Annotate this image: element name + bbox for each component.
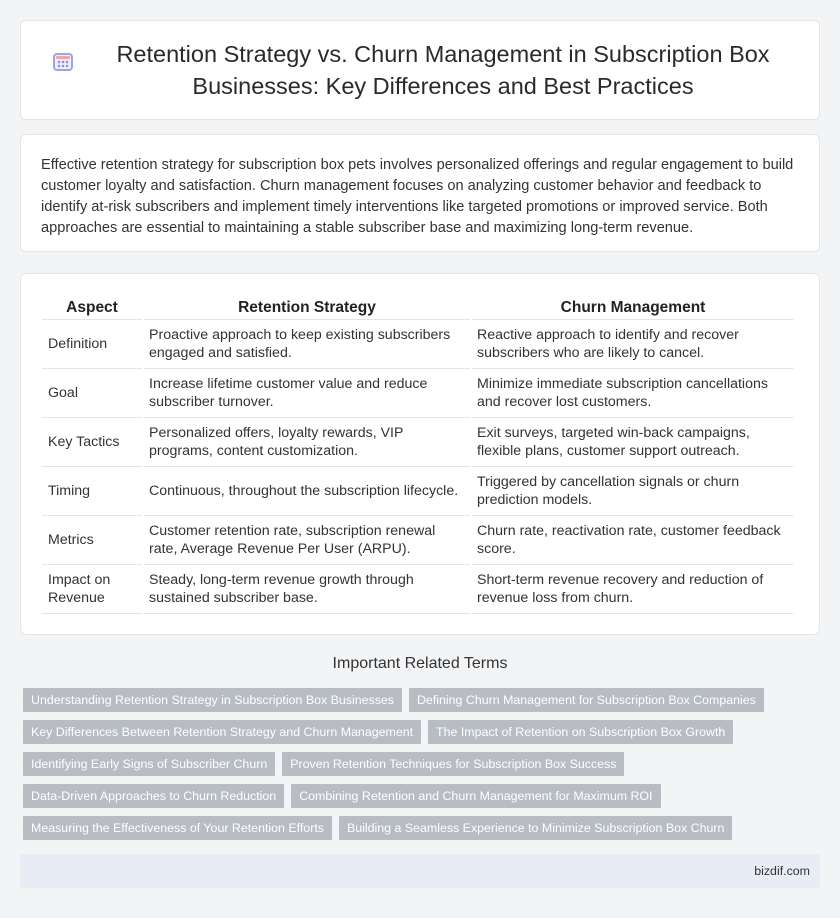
churn-cell: Short-term revenue recovery and reduction of revenue loss from churn. [472,565,794,614]
related-term-link[interactable]: Key Differences Between Retention Strategy and Churn Management [23,720,421,744]
intro-text: Effective retention strategy for subscription box pets involves personalized offerings and regular engagement to build customer loyalty and satisfaction. Churn management focuses on analyzing customer behavior and feedback to identify at-risk subscribers and implement timely interventions like targeted promotions or improved service. Both approaches are essential to maintaining a stable subscriber base and maximizing long-term revenue. [41,157,794,236]
related-terms-list [23,688,823,848]
retention-cell: Personalized offers, loyalty rewards, VIP programs, content customization. [144,418,470,467]
pet-box-icon [51,49,75,73]
retention-cell: Steady, long-term revenue growth through sustained subscriber base. [144,565,470,614]
related-term-link[interactable]: Identifying Early Signs of Subscriber Churn [23,752,275,776]
comparison-table [40,296,796,614]
footer [20,854,820,888]
table-row [42,516,794,565]
page-title: Retention Strategy vs. Churn Management in Subscription Box Businesses: Key Differences and Best Practices [116,41,770,99]
churn-cell: Reactive approach to identify and recover subscribers who are likely to cancel. [472,320,794,369]
table-row [42,418,794,467]
related-term-link[interactable]: Building a Seamless Experience to Minimize Subscription Box Churn [339,816,732,840]
footer-site-link[interactable]: bizdif.com [754,864,810,878]
table-header-row [42,296,794,320]
related-term-link[interactable]: Measuring the Effectiveness of Your Retention Efforts [23,816,332,840]
table-row [42,369,794,418]
related-term-link[interactable]: Proven Retention Techniques for Subscription Box Success [282,752,624,776]
retention-cell: Proactive approach to keep existing subscribers engaged and satisfied. [144,320,470,369]
churn-cell: Exit surveys, targeted win-back campaigns, flexible plans, customer support outreach. [472,418,794,467]
retention-cell: Increase lifetime customer value and reduce subscriber turnover. [144,369,470,418]
related-term-link[interactable]: Data-Driven Approaches to Churn Reduction [23,784,284,808]
header-churn: Churn Management [472,296,794,320]
aspect-cell: Key Tactics [42,418,142,467]
aspect-cell: Metrics [42,516,142,565]
related-term-link[interactable]: The Impact of Retention on Subscription Box Growth [428,720,733,744]
comparison-card [20,273,820,635]
header-retention: Retention Strategy [144,296,470,320]
table-row [42,320,794,369]
intro-card [20,134,820,252]
aspect-cell: Impact on Revenue [42,565,142,614]
table-row [42,467,794,516]
header-card [20,20,820,120]
related-term-link[interactable]: Defining Churn Management for Subscription Box Companies [409,688,764,712]
related-term-link[interactable]: Understanding Retention Strategy in Subscription Box Businesses [23,688,402,712]
aspect-cell: Goal [42,369,142,418]
retention-cell: Customer retention rate, subscription renewal rate, Average Revenue Per User (ARPU). [144,516,470,565]
table-row [42,565,794,614]
related-term-link[interactable]: Combining Retention and Churn Management for Maximum ROI [291,784,660,808]
retention-cell: Continuous, throughout the subscription lifecycle. [144,467,470,516]
aspect-cell: Definition [42,320,142,369]
related-terms-title: Important Related Terms [332,655,508,672]
header-aspect: Aspect [42,296,142,320]
aspect-cell: Timing [42,467,142,516]
churn-cell: Triggered by cancellation signals or churn prediction models. [472,467,794,516]
churn-cell: Minimize immediate subscription cancellations and recover lost customers. [472,369,794,418]
churn-cell: Churn rate, reactivation rate, customer feedback score. [472,516,794,565]
